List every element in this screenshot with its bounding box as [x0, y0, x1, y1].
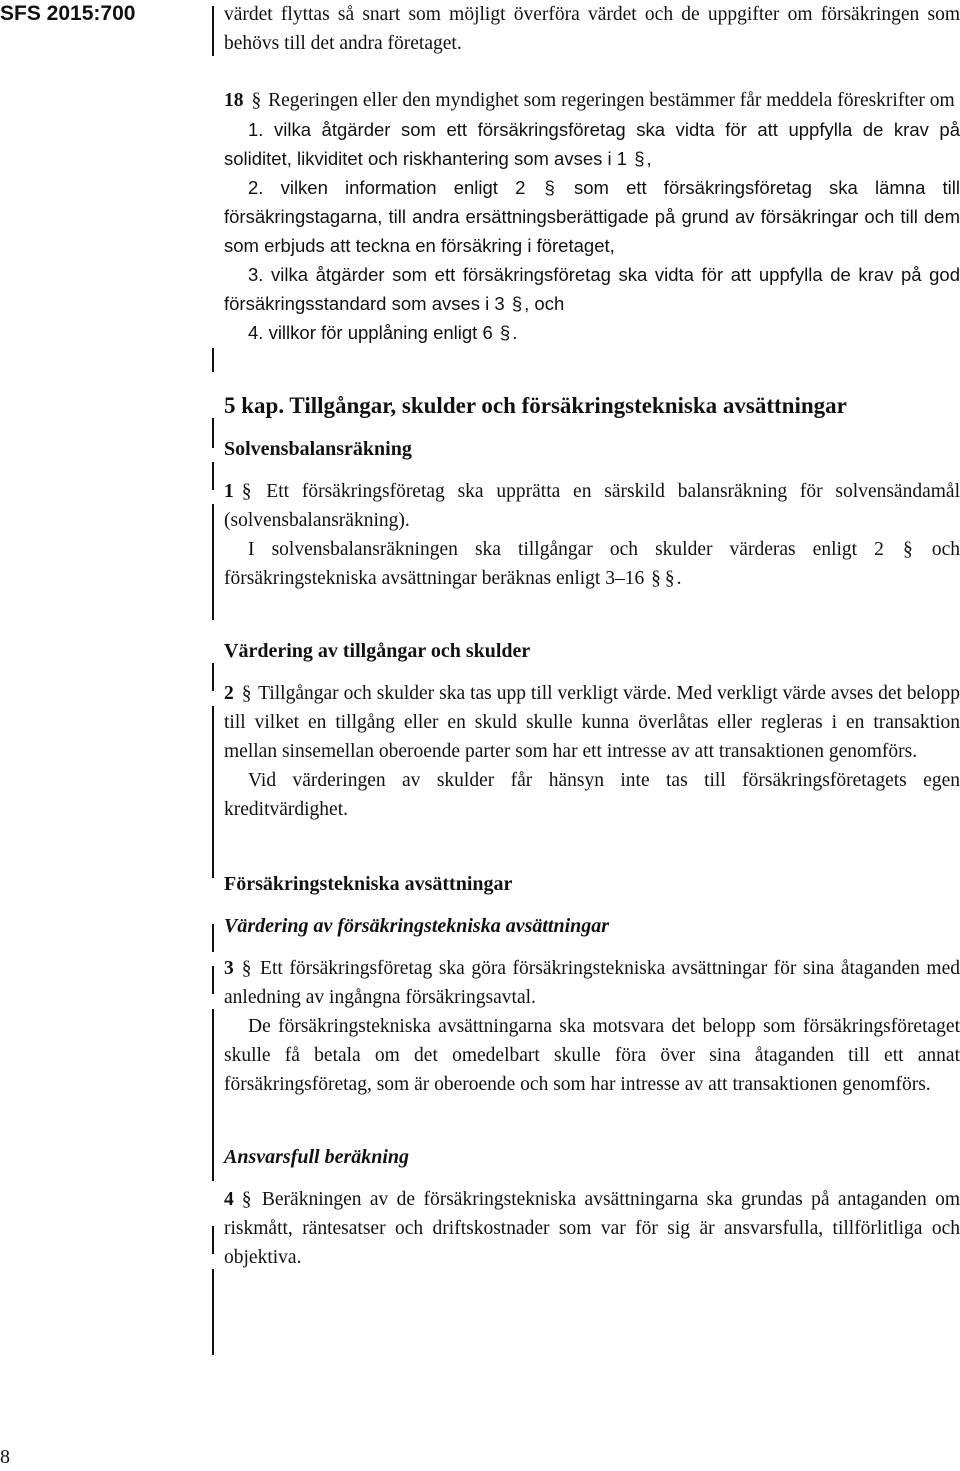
heading-solvensbalansrakning: Solvensbalansräkning — [224, 438, 412, 460]
section-sign — [240, 683, 254, 704]
section-4: 4 § Beräkningen av de försäkringstekniska avsättningarna ska grundas på antaganden om riskmått, räntesatser och driftskostnader som var för sig är ansvarsfulla, tillförlitliga och objektiva. — [224, 1185, 960, 1272]
section-number: 3 — [224, 958, 234, 979]
section-number: 1 — [224, 481, 234, 502]
section-3: 3 § Ett försäkringsföretag ska göra försäkringstekniska avsättningar för sina åtaganden med anledning av ingångna försäkringsavtal. — [224, 954, 960, 1012]
change-bar — [212, 1269, 214, 1355]
section-sign — [240, 481, 254, 502]
section-number: 2 — [224, 683, 234, 704]
section-number: 4 — [224, 1189, 234, 1210]
paragraph: I solvensbalansräkningen ska tillgångar och skulder värderas enligt 2 § och försäkringstekniska avsättningar beräknas enligt 3–16 § § . — [224, 535, 960, 593]
change-bar — [212, 418, 214, 448]
section-2: 2 § Tillgångar och skulder ska tas upp till verkligt värde. Med verkligt värde avses det belopp till vilket en tillgång eller en skuld skulle kunna överlåtas eller regleras i en transaktion mellan sinsemellan oberoende parter som har ett intresse av att transaktionen genomförs. — [224, 679, 960, 766]
list-item: 2. vilken information enligt 2 § som ett försäkringsföretag ska lämna till försäkringstagarna, till andra ersättningsberättigade på grund av försäkringar och till dem som erbjuds att teckna en försäkring i företaget, — [224, 173, 960, 260]
heading-vardering: Värdering av tillgångar och skulder — [224, 640, 531, 662]
subheading-vardering-fta: Värdering av försäkringstekniska avsättningar — [224, 915, 610, 937]
change-bar — [212, 663, 214, 691]
change-bar — [212, 504, 214, 620]
change-bar — [212, 348, 214, 372]
change-bar — [212, 924, 214, 952]
change-bar — [212, 706, 214, 878]
change-bar — [212, 1226, 214, 1254]
section-sign — [250, 90, 264, 111]
paragraph: De försäkringstekniska avsättningarna ska motsvara det belopp som försäkringsföretaget skulle få betala om det omedelbart skulle föra över sina åtaganden till ett annat försäkringsföretag, som är oberoende och som har intresse av att transaktionen genomförs. — [224, 1016, 960, 1095]
page-number: 8 — [0, 1446, 10, 1468]
paragraph: Vid värderingen av skulder får hänsyn inte tas till försäkringsföretagets egen kreditvärdighet. — [224, 770, 960, 820]
change-bar — [212, 6, 214, 56]
paragraph: värdet flyttas så snart som möjligt överföra värdet och de uppgifter om försäkringen som behövs till det andra företaget. — [224, 4, 960, 54]
sfs-number: SFS 2015:700 — [0, 2, 136, 25]
section-1: 1 § Ett försäkringsföretag ska upprätta en särskild balansräkning för solvensändamål (solvensbalansräkning). — [224, 477, 960, 535]
change-bar — [212, 462, 214, 490]
heading-forsakringstekniska: Försäkringstekniska avsättningar — [224, 873, 513, 895]
document-body — [224, 0, 960, 1272]
section-sign — [240, 1189, 254, 1210]
section-18: 18 § Regeringen eller den myndighet som regeringen bestämmer får meddela föreskrifter om — [224, 86, 960, 115]
list-item: 3. vilka åtgärder som ett försäkringsföretag ska vidta för att uppfylla de krav på god försäkringsstandard som avses i 3 § , och — [224, 260, 960, 318]
section-sign — [240, 958, 254, 979]
section-number: 18 — [224, 90, 244, 111]
list-item: 4. villkor för upplåning enligt 6 § . — [224, 318, 960, 347]
subheading-ansvarsfull: Ansvarsfull beräkning — [224, 1146, 410, 1168]
change-bar — [212, 966, 214, 994]
chapter-heading: 5 kap. Tillgångar, skulder och försäkringstekniska avsättningar — [224, 393, 847, 418]
change-bar — [212, 1009, 214, 1181]
list-item: 1. vilka åtgärder som ett försäkringsföretag ska vidta för att uppfylla de krav på soliditet, likviditet och riskhantering som avses i 1 § , — [224, 115, 960, 173]
